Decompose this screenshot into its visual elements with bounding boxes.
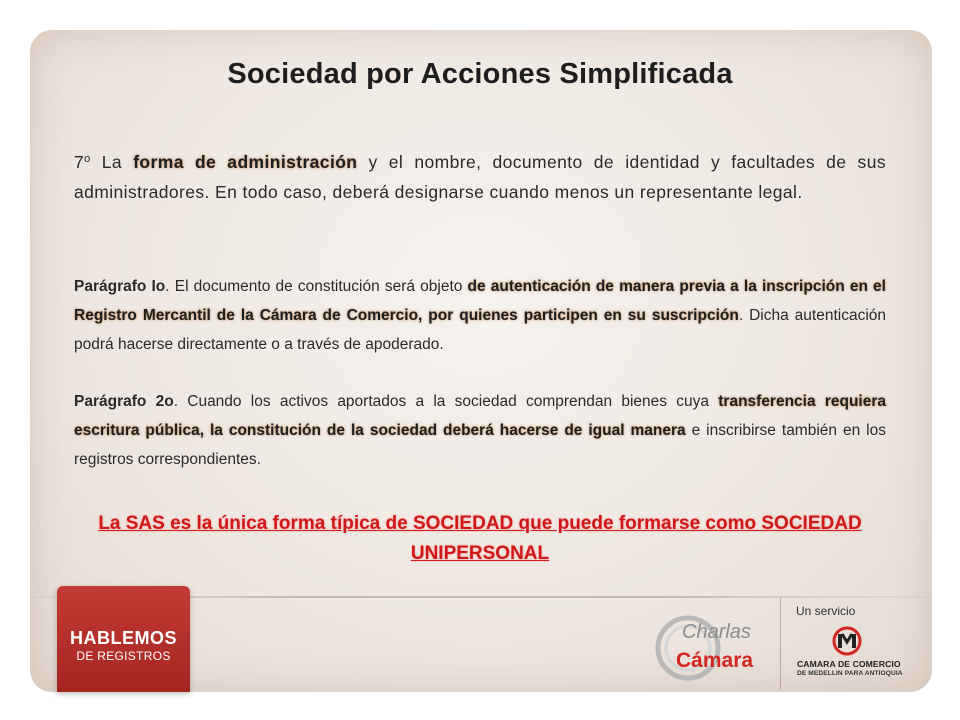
highlight-escritura-publica: transferencia requiera escritura pública, la constitución de la sociedad deberá hacerse de igual manera: [74, 393, 887, 439]
item-number: 7: [74, 152, 85, 172]
ordinal-superscript: o: [84, 153, 91, 165]
org-name: CAMARA DE COMERCIO: [797, 659, 901, 669]
logo-camara-text: Cámara: [676, 649, 754, 672]
paragraph-paragrafo-1: Parágrafo Io. El documento de constitución será objeto de autenticación de manera previa a la inscripción en el Registro Mercantil de la Cámara de Comercio, por quienes participen en su suscripción. Dicha autenticación podrá hacerse directamente o a través de apoderado.: [74, 278, 886, 353]
charlas-camara-logo-icon: [652, 604, 772, 688]
paragraph-7-administracion: 7$^o$ La forma de administración y el nombre, documento de identidad y facultades de sus administradores. En todo caso, deberá designarse cuando menos un representante legal.: [74, 152, 886, 202]
paragrafo-2-label: Parágrafo 2o: [74, 393, 174, 410]
logo-charlas-text: Charlas: [682, 621, 751, 643]
camara-comercio-logo-icon: [832, 625, 862, 657]
highlight-forma-administracion: forma de administración: [133, 152, 358, 172]
hablemos-de-registros-badge: [57, 586, 190, 692]
badge-line-1: HABLEMOS: [70, 628, 177, 648]
org-subtitle: DE MEDELLIN PARA ANTIOQUIA: [797, 670, 903, 677]
camara-comercio-logo: [832, 625, 862, 662]
footer-vertical-divider: [780, 598, 781, 690]
charlas-camara-logo: [652, 604, 772, 688]
un-servicio-label: Un servicio: [796, 604, 856, 618]
badge-line-2: DE REGISTROS: [76, 649, 171, 663]
sas-unipersonal-statement: La SAS es la única forma típica de SOCIEDAD que puede formarse como SOCIEDAD UNIPERSONAL: [98, 513, 862, 564]
paragraph-paragrafo-2: Parágrafo 2o. Cuando los activos aportados a la sociedad comprendan bienes cuya transferencia requiera escritura pública, la constitución de la sociedad deberá hacerse de igual manera e inscribirse también en los registros correspondientes.: [74, 393, 887, 468]
slide-title: Sociedad por Acciones Simplificada: [227, 58, 733, 90]
highlight-autenticacion: de autenticación de manera previa a la inscripción en el Registro Mercantil de la Cámara de Comercio, por quienes participen en su suscripción: [74, 278, 886, 324]
paragrafo-1-label: Parágrafo Io: [74, 278, 166, 295]
